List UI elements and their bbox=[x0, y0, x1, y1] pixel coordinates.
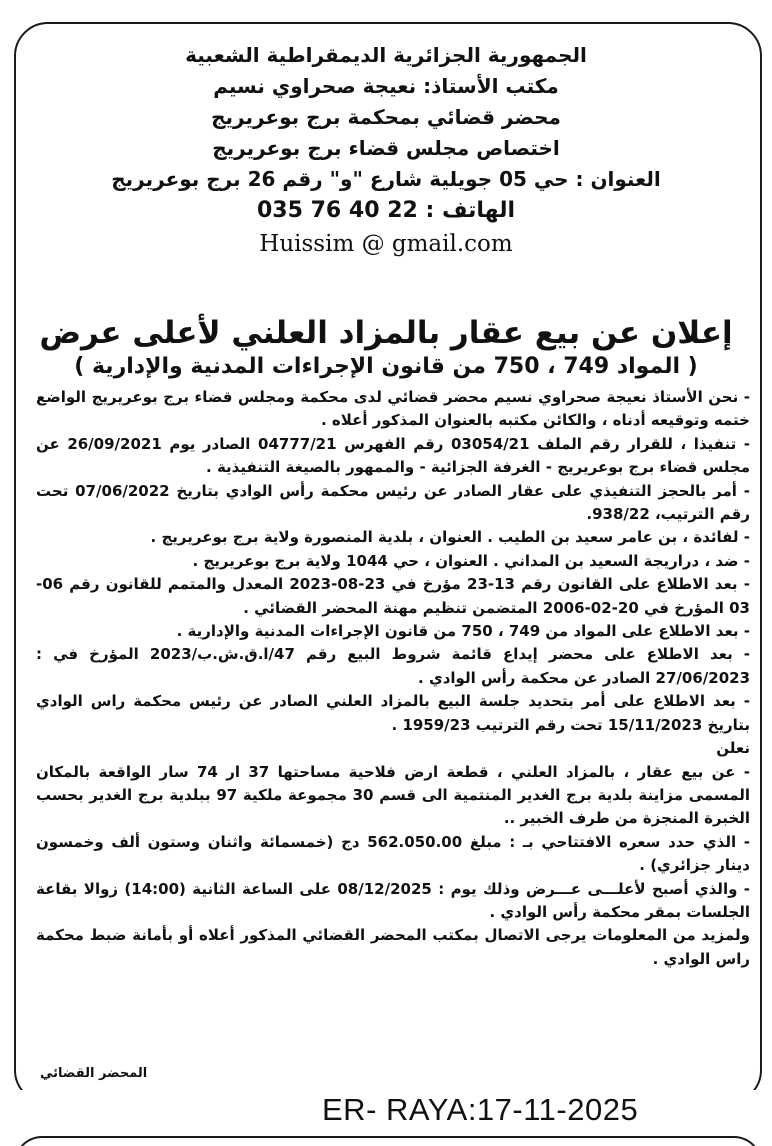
paragraph-execution: - تنفيذا ، للقرار رقم الملف 03054/21 رقم الفهرس 04777/21 الصادر يوم 26/09/2021 عن مجلس قضاء برج بوعريريج - الغرفة الجزائية - والممهور بالصيغة التنفيذية . bbox=[36, 434, 751, 477]
publication-stamp: ER- RAYA:17-11-2025 bbox=[322, 1092, 639, 1127]
paragraph-price: - الذي حدد سعره الافتتاحي بـ : مبلغ 562.050.00 دج (خمسمائة واثنان وستون ألف وخمسون دينار جزائري) . bbox=[36, 832, 750, 875]
header-country: الجمهورية الجزائرية الديمقراطية الشعبية bbox=[185, 43, 587, 67]
paragraph-beneficiary: - لفائدة ، بن عامر سعيد بن الطيب . العنوان ، بلدية المنصورة ولاية برج بوعريريج . bbox=[150, 528, 750, 547]
paragraph-announce: نعلن bbox=[716, 739, 750, 758]
paragraph-session-order: - بعد الاطلاع على أمر بتحديد جلسة البيع بالمزاد العلني الصادر عن رئيس محكمة راس الوادي بتاريخ 15/11/2023 تحت رقم الترتيب 1959/23 . bbox=[36, 692, 750, 734]
paragraph-conditions: - بعد الاطلاع على محضر إيداع قائمة شروط البيع رقم 47/ا.ق.ش.ب/2023 المؤرخ في : 27/06/2023 الصادر عن محكمة رأس الوادي . bbox=[36, 645, 751, 687]
header-phone: الهاتف : 22 40 76 035 bbox=[257, 198, 515, 223]
notice-title: إعلان عن بيع عقار بالمزاد العلني لأعلى عرض bbox=[39, 315, 733, 351]
notice-body bbox=[36, 386, 750, 971]
paragraph-contact: ولمزيد من المعلومات يرجى الاتصال بمكتب المحضر القضائي المذكور أعلاه أو بأمانة ضبط محكمة راس الوادي . bbox=[36, 926, 750, 968]
signature: المحضر القضائي bbox=[40, 1066, 148, 1081]
header-address: العنوان : حي 05 جويلية شارع "و" رقم 26 برج بوعريريج bbox=[111, 167, 661, 191]
paragraph-property: - عن بيع عقار ، بالمزاد العلني ، قطعة ارض فلاحية مساحتها 37 ار 74 سار الواقعة بالمكان المسمى مزاينة بلدية برج الغدير المنتمية الى قسم 30 مجموعة ملكية 97 ببلدية برج الغدير بحسب الخبرة المنجزة من طرف الخبير .. bbox=[36, 762, 751, 828]
paragraph-against: - ضد ، دراريجة السعيد بن المداني . العنوان ، حي 1044 ولاية برج بوعريريج . bbox=[192, 551, 750, 570]
paragraph-articles: - بعد الاطلاع على المواد من 749 ، 750 من قانون الإجراءات المدنية والإدارية . bbox=[176, 622, 750, 641]
paragraph-bailiff: - نحن الأستاذ نعيجة صحراوي نسيم محضر قضائي لدى محكمة ومجلس قضاء برج بوعريريج الواضع ختمه وتوقيعه أدناه ، والكائن مكتبه بالعنوان المذكور أعلاه . bbox=[36, 388, 750, 430]
next-frame-edge bbox=[14, 1136, 762, 1146]
header-profession: محضر قضائي بمحكمة برج بوعريريج bbox=[211, 105, 561, 129]
header bbox=[30, 40, 742, 262]
notice-subtitle: ( المواد 749 ، 750 من قانون الإجراءات المدنية والإدارية ) bbox=[74, 354, 698, 379]
paragraph-date: - والذي أصبح لأعلـــى عـــرض وذلك يوم : 08/12/2025 على الساعة الثانية (14:00) زوالا بقاعة الجلسات بمقر محكمة رأس الوادي . bbox=[36, 879, 751, 921]
header-office: مكتب الأستاذ: نعيجة صحراوي نسيم bbox=[213, 74, 559, 98]
header-jurisdiction: اختصاص مجلس قضاء برج بوعريريج bbox=[212, 136, 560, 160]
paragraph-seizure-order: - أمر بالحجز التنفيذي على عقار الصادر عن رئيس محكمة رأس الوادي بتاريخ 07/06/2022 تحت رقم الترتيب، 938/22. bbox=[36, 481, 750, 524]
header-email: Huissim @ gmail.com bbox=[259, 231, 513, 257]
paragraph-law: - بعد الاطلاع على القانون رقم 13-23 مؤرخ في 23-08-2023 المعدل والمتمم للقانون رقم 06-03 المؤرخ في 20-02-2006 المتضمن تنظيم مهنة المحضر القضائي . bbox=[36, 575, 750, 617]
